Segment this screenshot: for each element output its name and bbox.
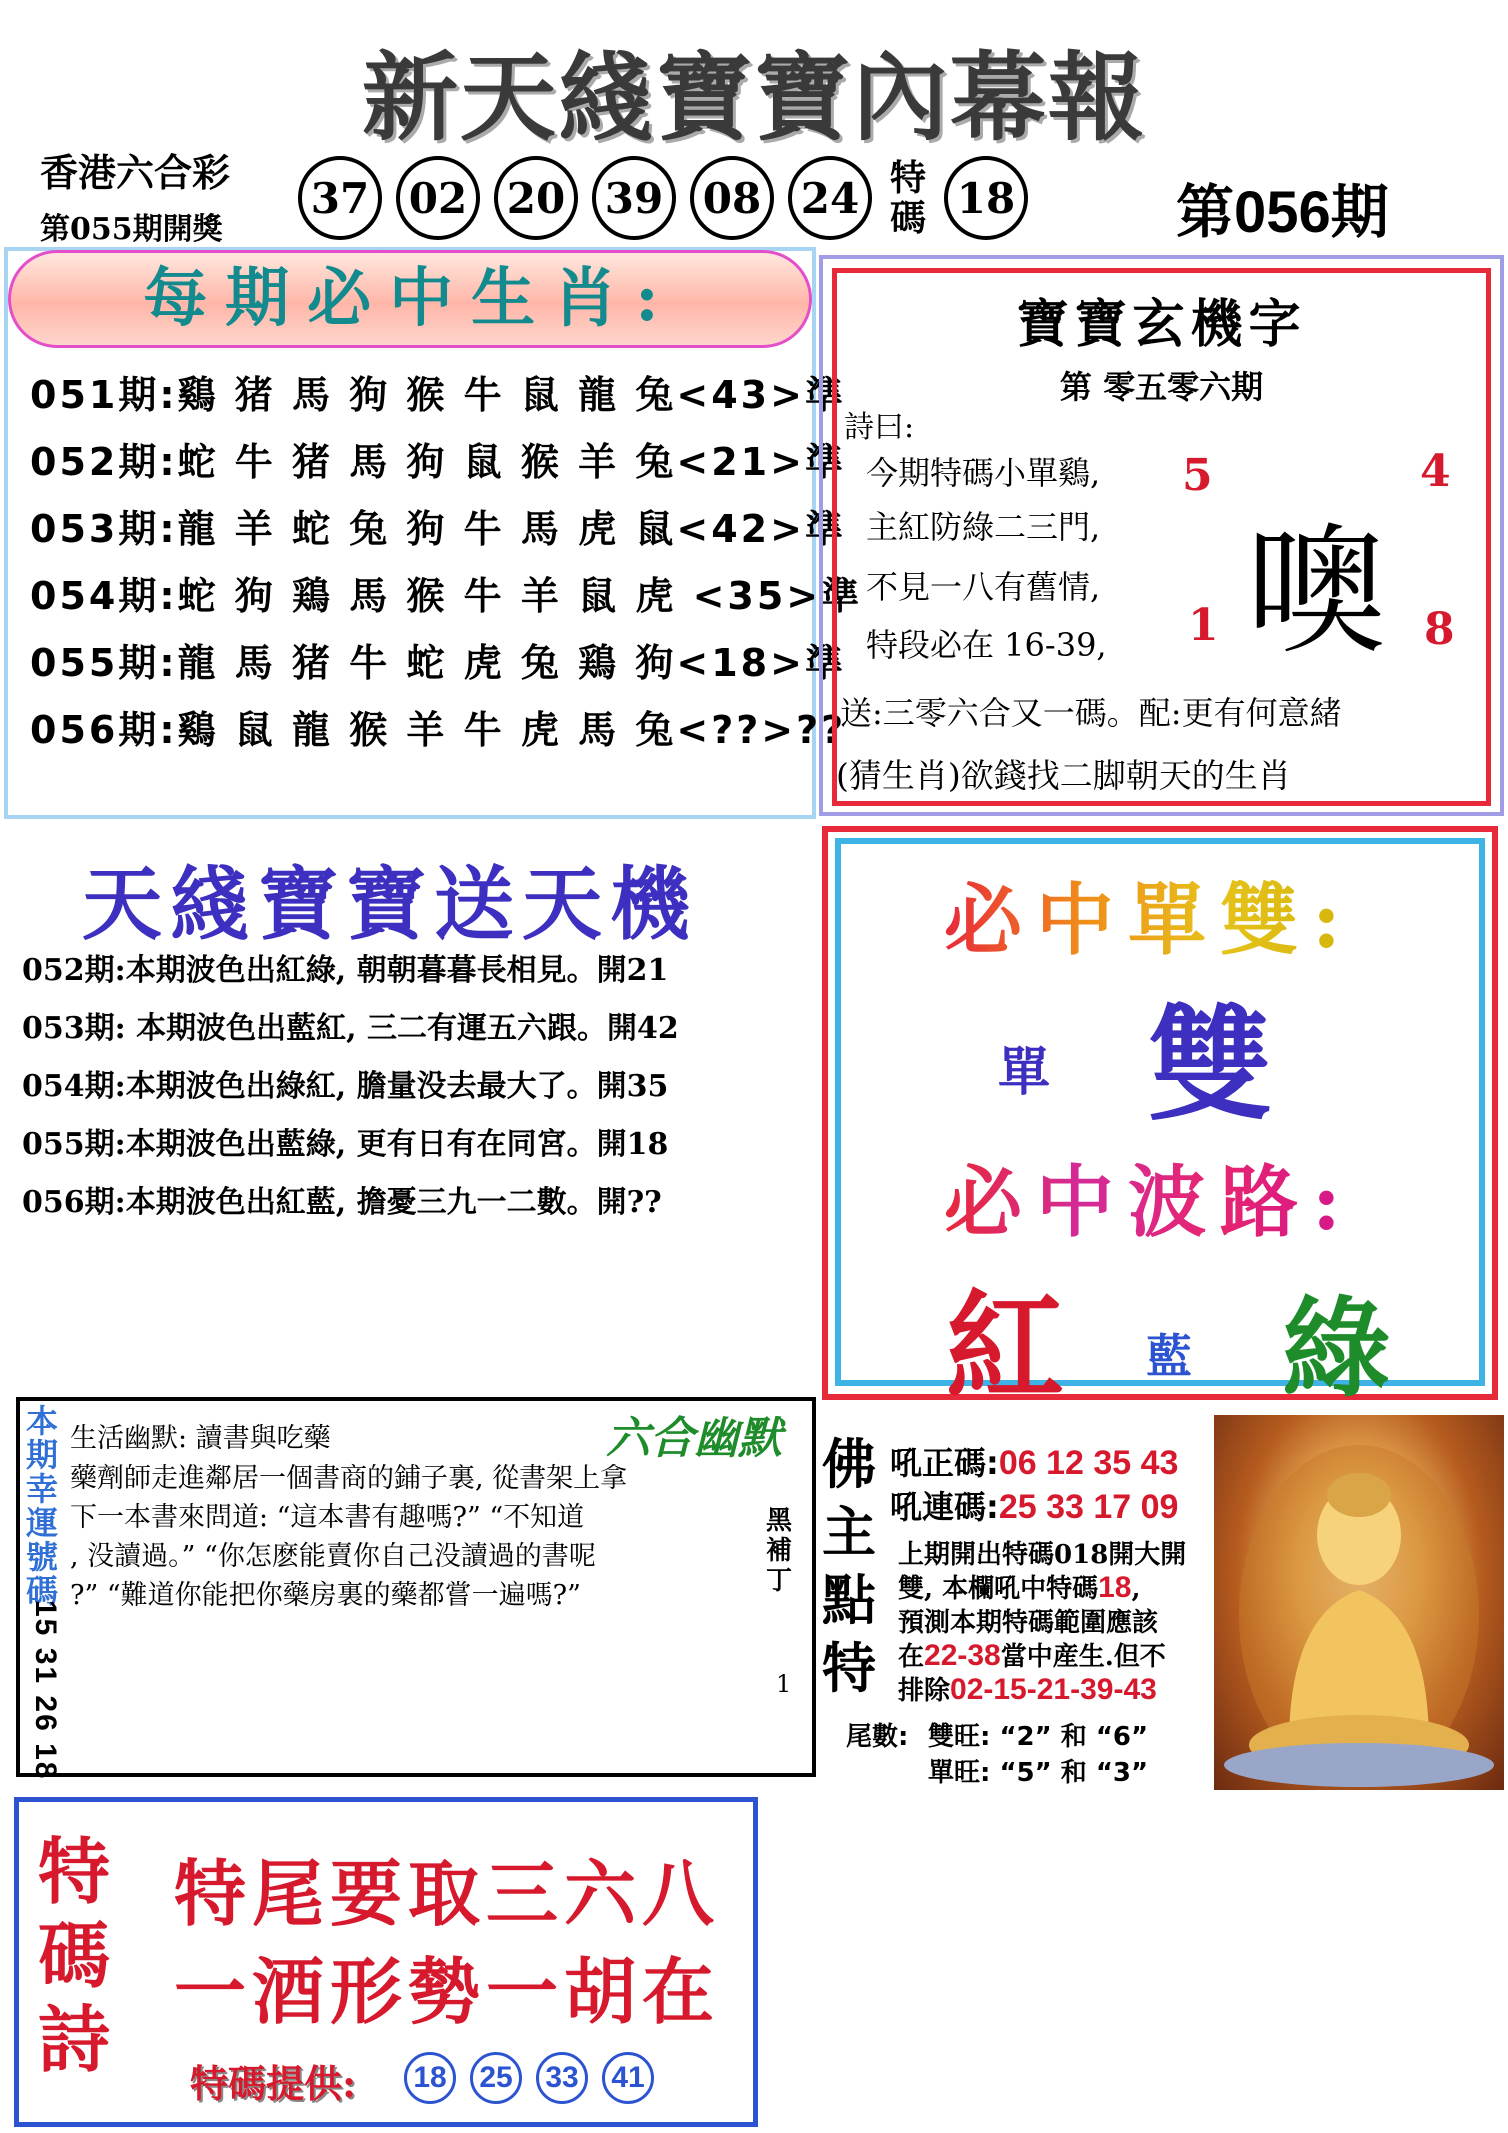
zodiac-row: 052期:蛇 牛 猪 馬 狗 鼠 猴 羊 兔<21>準: [30, 440, 846, 484]
babies-row: 055期:本期波色出藍綠, 更有日有在同宮。開18: [22, 1127, 669, 1162]
provided-ball: 41: [602, 2052, 654, 2104]
last-special: 018: [1054, 1540, 1109, 1570]
result-ball: 24: [788, 156, 872, 240]
buddha-text: 上期開出特碼: [898, 1540, 1055, 1570]
tail-odd: 單旺: “5” 和 “3”: [928, 1758, 1149, 1788]
result-ball: 02: [396, 156, 480, 240]
provided-ball: 18: [404, 2052, 456, 2104]
oracle-riddle: (猜生肖)欲錢找二脚朝天的生肖: [836, 756, 1291, 795]
buddha-text: 排除: [898, 1676, 951, 1706]
oracle-hint: 送:三零六合又一碼。配:更有何意緒: [840, 694, 1342, 732]
zodiac-row: 053期:龍 羊 蛇 兔 狗 牛 馬 虎 鼠<42>準: [30, 507, 846, 551]
special-poem-line: 特尾要取三六八: [174, 1851, 721, 1936]
joke-mark: 1: [776, 1670, 792, 1698]
joke-line: 藥劑師走進鄰居一個書商的鋪子裏, 從書架上拿: [70, 1463, 628, 1494]
zodiac-row: 055期:龍 馬 猪 牛 蛇 虎 兔 鶏 狗<18>準: [30, 641, 846, 685]
lucky-numbers: 15 31 26 18: [29, 1600, 62, 1781]
zodiac-row: 056期:鷄 鼠 龍 猴 羊 牛 虎 馬 兔<??>??: [30, 708, 847, 752]
buddha-image: [1214, 1415, 1504, 1790]
oracle-number: 8: [1424, 604, 1455, 655]
even-pick: 雙: [1148, 993, 1273, 1138]
babies-row: 056期:本期波色出紅藍, 擔憂三九一二數。開??: [22, 1185, 662, 1220]
draw-label: 第055期開獎: [40, 212, 223, 247]
joke-line: ?” “難道你能把你藥房裏的藥都嘗一遍嗎?”: [70, 1580, 581, 1611]
humor-logo: 六合幽默: [606, 1413, 782, 1464]
oracle-number: 4: [1420, 446, 1451, 497]
buddha-line: [898, 1568, 1141, 1605]
babies-row: 054期:本期波色出綠紅, 膽量没去最大了。開35: [22, 1069, 669, 1104]
zodiac-title: 每期必中生肖:: [8, 250, 812, 348]
link-code-line: [890, 1482, 1178, 1528]
issue-number: 第056期: [1176, 180, 1389, 245]
oracle-number: 1: [1188, 600, 1219, 651]
special-label-2: 碼: [889, 197, 926, 239]
link-code-label: 吼連碼:: [890, 1488, 999, 1526]
joke-line: , 没讀過。” “你怎麽能賣你自己没讀過的書呢: [70, 1541, 596, 1572]
special-poem-title: [36, 1830, 112, 2082]
result-ball: 39: [592, 156, 676, 240]
buddha-illustration: [1214, 1415, 1504, 1790]
provided-label: 特碼提供:: [190, 2061, 357, 2106]
odd-pick: 單: [998, 1042, 1051, 1103]
lottery-name: 香港六合彩: [40, 150, 231, 195]
poem-label: 詩曰:: [844, 410, 915, 445]
provided-ball: 25: [470, 2052, 522, 2104]
provided-ball: 33: [536, 2052, 588, 2104]
buddha-text: 當中産生.但不: [1000, 1642, 1166, 1672]
babies-row: 053期: 本期波色出藍紅, 三二有運五六跟。開42: [22, 1011, 679, 1046]
special-poem-line: 一酒形勢一胡在: [174, 1949, 721, 2034]
buddha-title: [822, 1430, 876, 1702]
excluded-numbers: 02-15-21-39-43: [950, 1673, 1157, 1706]
main-code-numbers: 06 12 35 43: [998, 1444, 1179, 1482]
result-ball: 37: [298, 156, 382, 240]
page-title: 新天綫寶寶內幕報: [362, 41, 1146, 154]
buddha-line: 預測本期特碼範圍應該: [898, 1608, 1159, 1638]
oracle-title: 寶寶玄機字: [1016, 294, 1307, 355]
hit-special: 18: [1098, 1571, 1132, 1604]
red-pick: 紅: [946, 1277, 1065, 1416]
tail-label: 尾數:: [846, 1722, 909, 1752]
lucky-title-text: 本期幸運號碼: [25, 1402, 58, 1610]
special-label-1: 特: [889, 157, 926, 199]
joke-title: 生活幽默: 讀書與吃藥: [70, 1423, 331, 1454]
link-code-numbers: 25 33 17 09: [998, 1488, 1179, 1526]
special-ball: 18: [944, 156, 1028, 240]
predicted-range: 22-38: [924, 1639, 1001, 1672]
poem-line: 今期特碼小單鷄,: [866, 454, 1101, 492]
main-code-label: 吼正碼:: [890, 1444, 999, 1482]
buddha-text: 在: [898, 1642, 925, 1672]
joke-line: 下一本書來問道: “這本書有趣嗎?” “不知道: [70, 1502, 585, 1533]
color-title: 必中波路:: [944, 1140, 1355, 1252]
babies-title: 天綫寶寶送天機: [82, 857, 698, 951]
buddha-line: [898, 1670, 1157, 1707]
blue-pick: 藍: [1146, 1329, 1192, 1383]
joke-side-label: 黑補丁: [765, 1506, 792, 1596]
special-label: [886, 158, 930, 238]
main-code-line: [890, 1438, 1178, 1484]
poem-line: 主紅防綠二三門,: [866, 508, 1101, 546]
oracle-character: 噢: [1246, 511, 1387, 674]
buddha-text: 開大開: [1108, 1540, 1187, 1570]
poem-line: 特段必在 16-39,: [866, 626, 1107, 664]
result-ball: 08: [690, 156, 774, 240]
oracle-issue: 第 零五零六期: [1059, 368, 1264, 406]
result-balls: [298, 156, 1028, 240]
poem-line: 不見一八有舊情,: [866, 568, 1101, 606]
oracle-number: 5: [1182, 450, 1213, 501]
buddha-text: 雙, 本欄吼中特碼: [898, 1574, 1099, 1604]
buddha-line: [898, 1534, 1186, 1571]
odd-even-title: 必中單雙:: [944, 858, 1355, 970]
lucky-title: [22, 1404, 62, 1608]
zodiac-row: 051期:鷄 猪 馬 狗 猴 牛 鼠 龍 兔<43>準: [30, 373, 846, 417]
provided-balls: [404, 2052, 654, 2104]
buddha-title-text: 佛主點特: [822, 1432, 876, 1700]
buddha-text: ,: [1131, 1574, 1141, 1604]
babies-row: 052期:本期波色出紅綠, 朝朝暮暮長相見。開21: [22, 953, 669, 988]
tail-even: 雙旺: “2” 和 “6”: [928, 1722, 1149, 1752]
result-ball: 20: [494, 156, 578, 240]
buddha-line: [898, 1636, 1166, 1673]
green-pick: 綠: [1282, 1286, 1391, 1412]
zodiac-row: 054期:蛇 狗 鶏 馬 猴 牛 羊 鼠 虎 <35>準: [30, 574, 863, 618]
special-poem-title-text: 特碼詩: [37, 1829, 110, 2082]
